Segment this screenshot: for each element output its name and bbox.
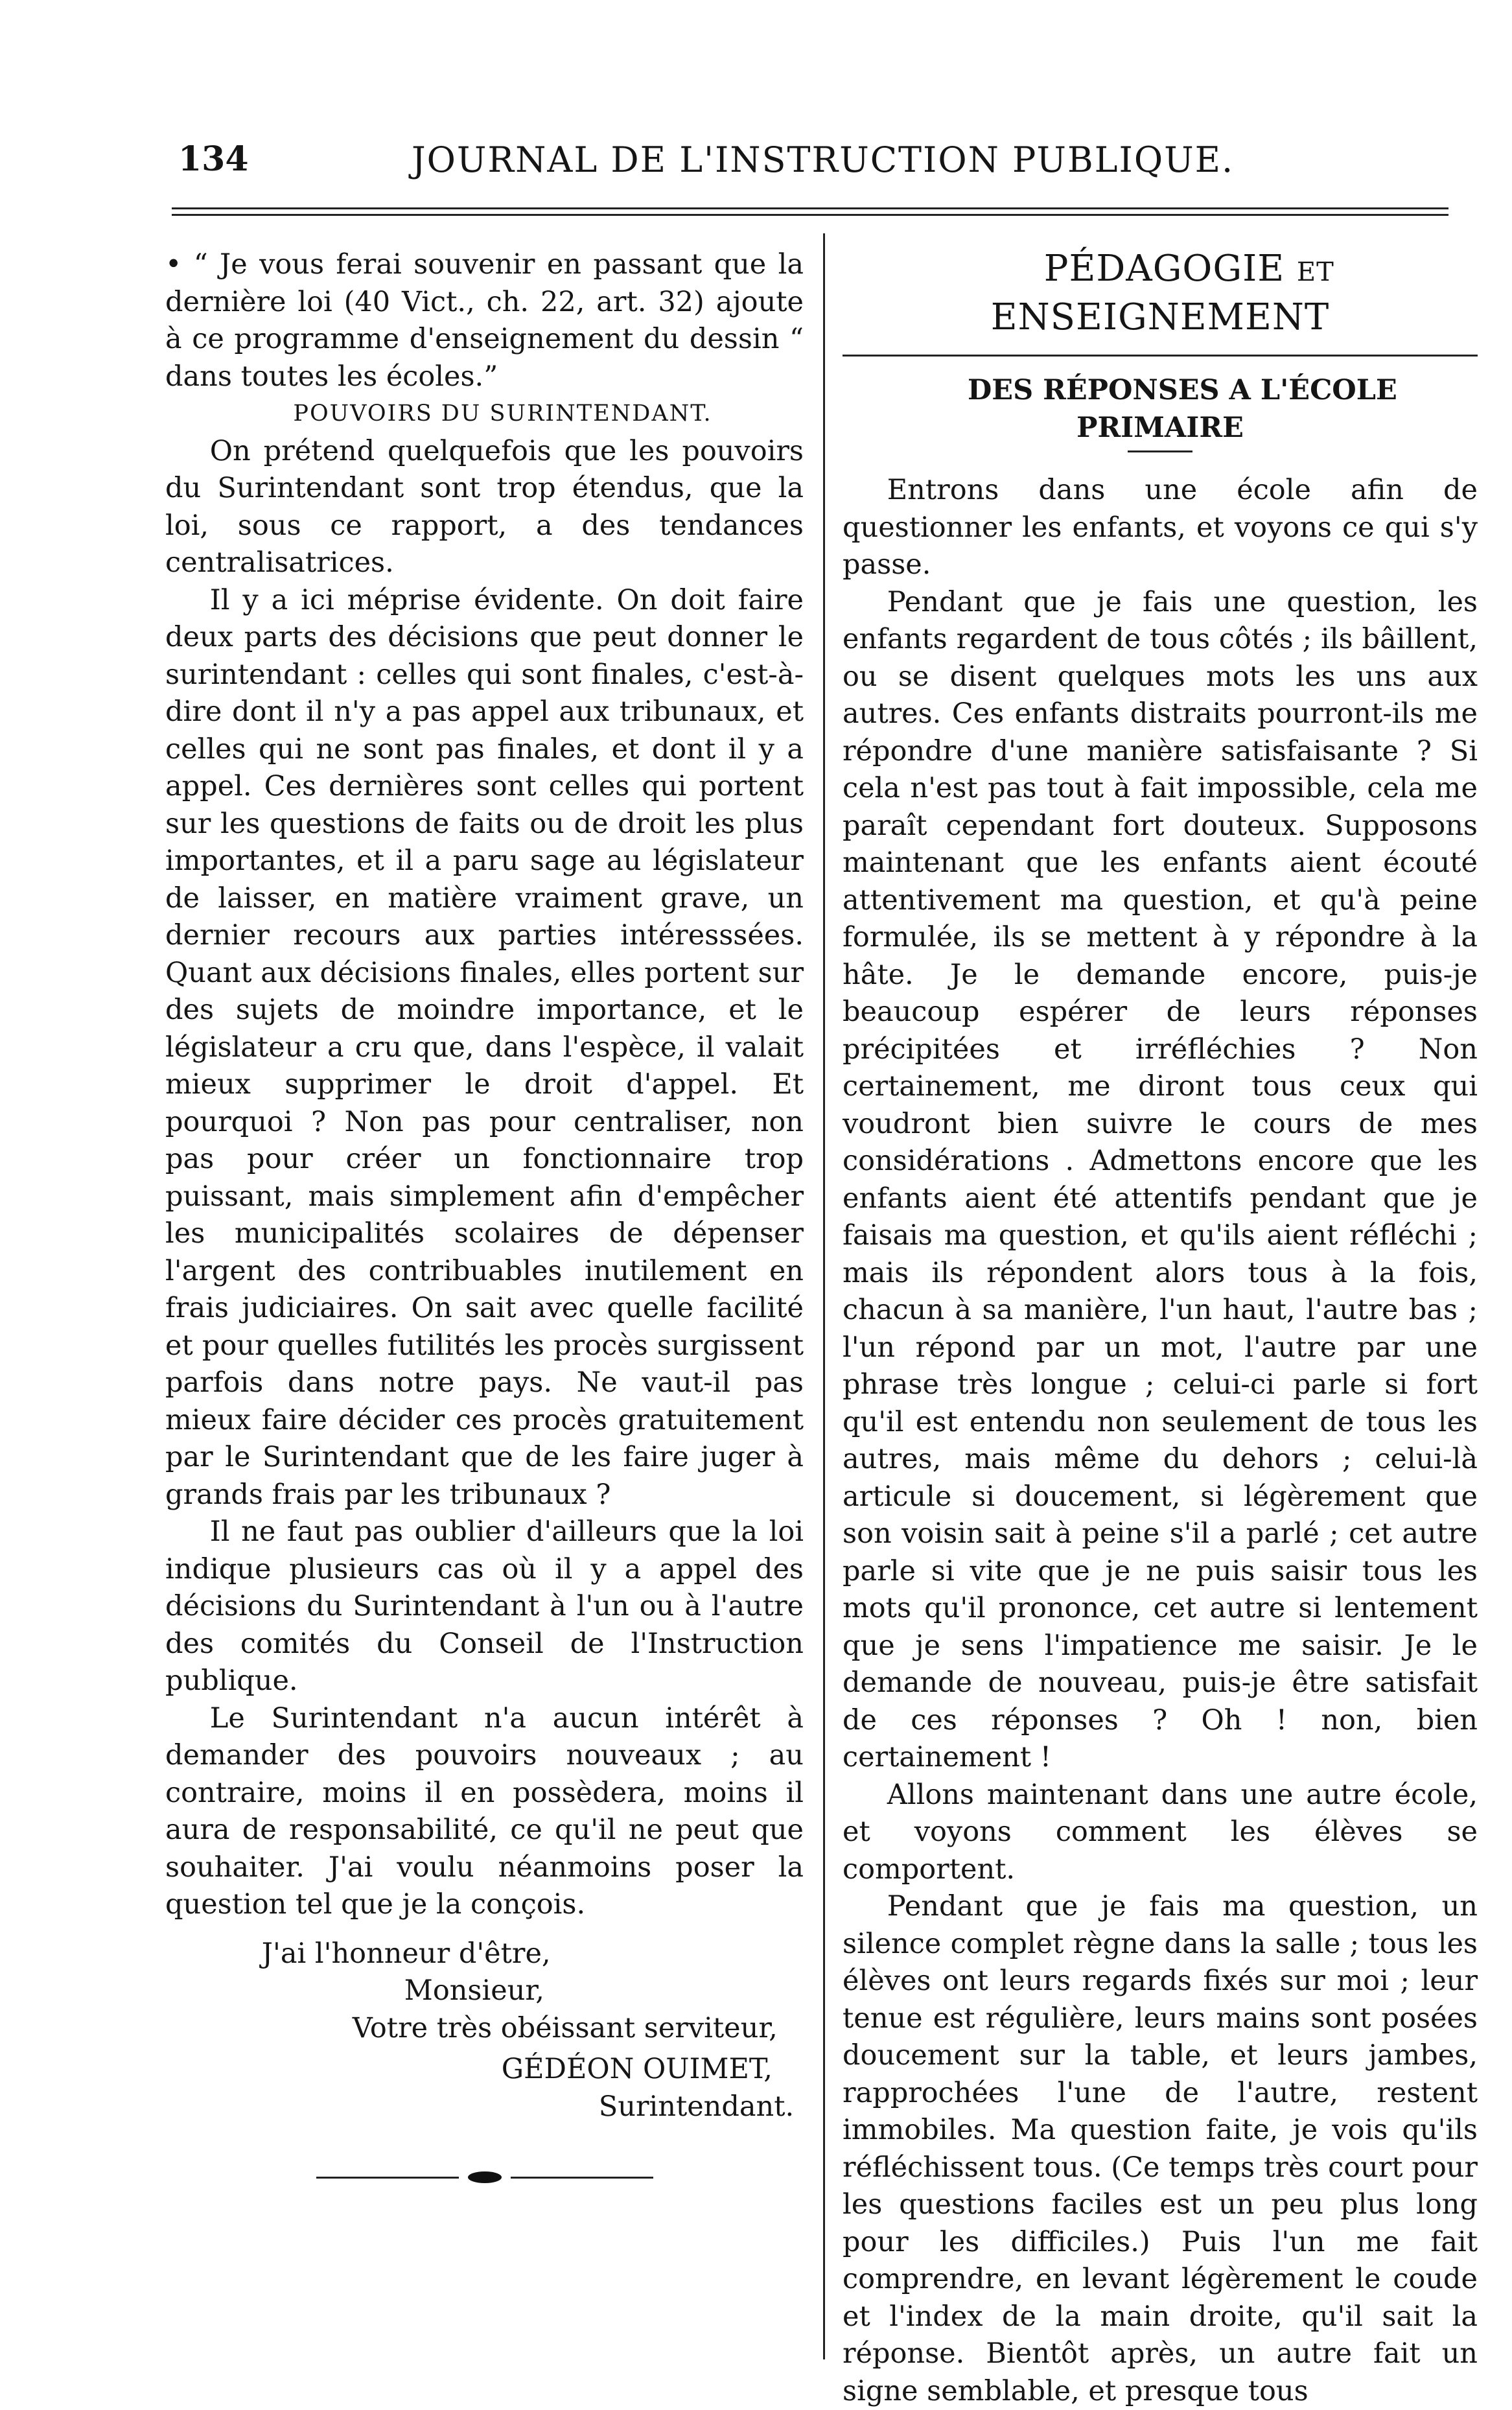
page-header bbox=[178, 139, 1235, 185]
paragraph: On prétend quelquefois que les pouvoirs du Surintendant sont trop étendus, que la loi, sous ce rapport, a des tendances centralisatrices. bbox=[165, 434, 804, 579]
paragraph: Allons maintenant dans une autre école, et voyons comment les élèves se comportent. bbox=[843, 1778, 1478, 1886]
closing-address: Monsieur, bbox=[404, 1974, 544, 2007]
section-rule bbox=[843, 355, 1478, 357]
end-ornament bbox=[316, 2171, 653, 2184]
header-rule-bottom bbox=[172, 214, 1448, 216]
page-number: 134 bbox=[178, 139, 249, 179]
paragraph: Il y a ici méprise évidente. On doit faire deux parts des décisions que peut donner le surintendant : celles qui sont finales, c'est-à-dire dont il n'y a pas appel aux tribunaux, et celles qui ne sont pas finales, et dont il y a appel. Ces dernières sont celles qui portent sur les questions de faits ou de droit les plus importantes, et il a paru sage au législateur de laisser, en matière vraiment grave, un dernier recours aux parties intéresssées. Quant aux décisions finales, elles portent sur des sujets de moindre importance, et le législateur a cru que, dans l'espèce, il valait mieux supprimer le droit d'appel. Et pourquoi ? Non pas pour centraliser, non pas pour créer un fonctionnaire trop puissant, mais simplement afin d'empêcher les municipalités scolaires de dépenser l'argent des contribuables inutilement en frais judiciaires. On sait avec quelle facilité et pour quelles futilités les procès surgissent parfois dans notre pays. Ne vaut-il pas mieux faire décider ces procès gratuitement par le Surintendant que de les faire juger à grands frais par les tribunaux ? bbox=[165, 583, 804, 1511]
section-title-part-c: ENSEIGNEMENT bbox=[990, 296, 1330, 338]
closing-salutation: J'ai l'honneur d'être, bbox=[261, 1937, 551, 1970]
paragraph: Pendant que je fais une question, les enfants regardent de tous côtés ; ils bâillent, ou se disent quelques mots les uns aux autres. Ces enfants distraits pourront-ils me répondre d'une manière satisfaisante ? Si cela n'est pas tout à fait impossible, cela me paraît cependant fort douteux. Supposons maintenant que les enfants aient écouté attentivement ma question, et qu'à peine formulée, ils se mettent à y répondre à la hâte. Je le demande encore, puis-je beaucoup espérer de leurs réponses précipitées et irréfléchies ? Non certainement, me diront tous ceux qui voudront bien suivre le cours de mes considérations . Admettons encore que les enfants aient été attentifs pendant que je faisais ma question, et qu'ils aient réfléchi ; mais ils répondent alors tous à la fois, chacun à sa manière, l'un haut, l'autre bas ; l'un répond par un mot, l'autre par une phrase très longue ; celui-ci parle si fort qu'il est entendu non seulement de tous les autres, mais même du dehors ; celui-là articule si doucement, si légèrement que son voisin sait à peine s'il a parlé ; cet autre parle si vite que je ne puis saisir tous les mots qu'il prononce, cet autre si lentement que je sens l'impatience me saisir. Je le demande de nouveau, puis-je être satisfait de ces réponses ? Oh ! non, bien certainement ! bbox=[843, 585, 1478, 1773]
section-heading: POUVOIRS DU SURINTENDANT. bbox=[293, 401, 712, 427]
signature-title: Surintendant. bbox=[598, 2090, 795, 2123]
paragraph: Entrons dans une école afin de questionner les enfants, et voyons ce qui s'y passe. bbox=[843, 474, 1478, 581]
closing-servant: Votre très obéissant serviteur, bbox=[352, 2011, 778, 2044]
intro-paragraph: • “ Je vous ferai souvenir en passant que la dernière loi (40 Vict., ch. 22, art. 32) ajoute à ce programme d'enseignement du dessin “ dans toutes les écoles.” bbox=[165, 248, 804, 393]
right-column bbox=[843, 246, 1478, 2410]
paragraph: Pendant que je fais ma question, un silence complet règne dans la salle ; tous les élèves ont leurs regards fixés sur moi ; leur tenue est régulière, leurs mains sont posées doucement sur la table, et leurs jambes, rapprochées l'une de l'autre, restent immobiles. Ma question faite, je vois qu'ils réfléchissent tous. (Ce temps très court pour les questions faciles est un peu plus long pour les difficiles.) Puis l'un me fait comprendre, en levant légèrement le coude et l'index de la main droite, qu'il sait la réponse. Bientôt après, un autre fait un signe semblable, et presque tous bbox=[843, 1890, 1478, 2407]
section-title-part-a: PÉDAGOGIE bbox=[1043, 248, 1285, 290]
signature-name: GÉDÉON OUIMET, bbox=[501, 2053, 773, 2085]
left-column bbox=[165, 246, 804, 2184]
section-title-part-b: ET bbox=[1296, 257, 1334, 287]
running-title: JOURNAL DE L'INSTRUCTION PUBLIQUE. bbox=[412, 139, 1235, 180]
section-title bbox=[843, 246, 1478, 340]
column-divider bbox=[823, 233, 825, 2359]
paragraph: Il ne faut pas oublier d'ailleurs que la loi indique plusieurs cas où il y a appel des décisions du Surintendant à l'un ou à l'autre des comités du Conseil de l'Instruction publique. bbox=[165, 1515, 804, 1697]
paragraph: Le Surintendant n'a aucun intérêt à demander des pouvoirs nouveaux ; au contraire, moins il en possèdera, moins il aura de responsabilité, ce qu'il ne peut que souhaiter. J'ai voulu néanmoins poser la question tel que je la conçois. bbox=[165, 1702, 804, 1921]
title-dash bbox=[1128, 450, 1192, 452]
article-title: DES RÉPONSES A L'ÉCOLE PRIMAIRE bbox=[968, 374, 1397, 444]
header-rule-top bbox=[172, 207, 1448, 209]
